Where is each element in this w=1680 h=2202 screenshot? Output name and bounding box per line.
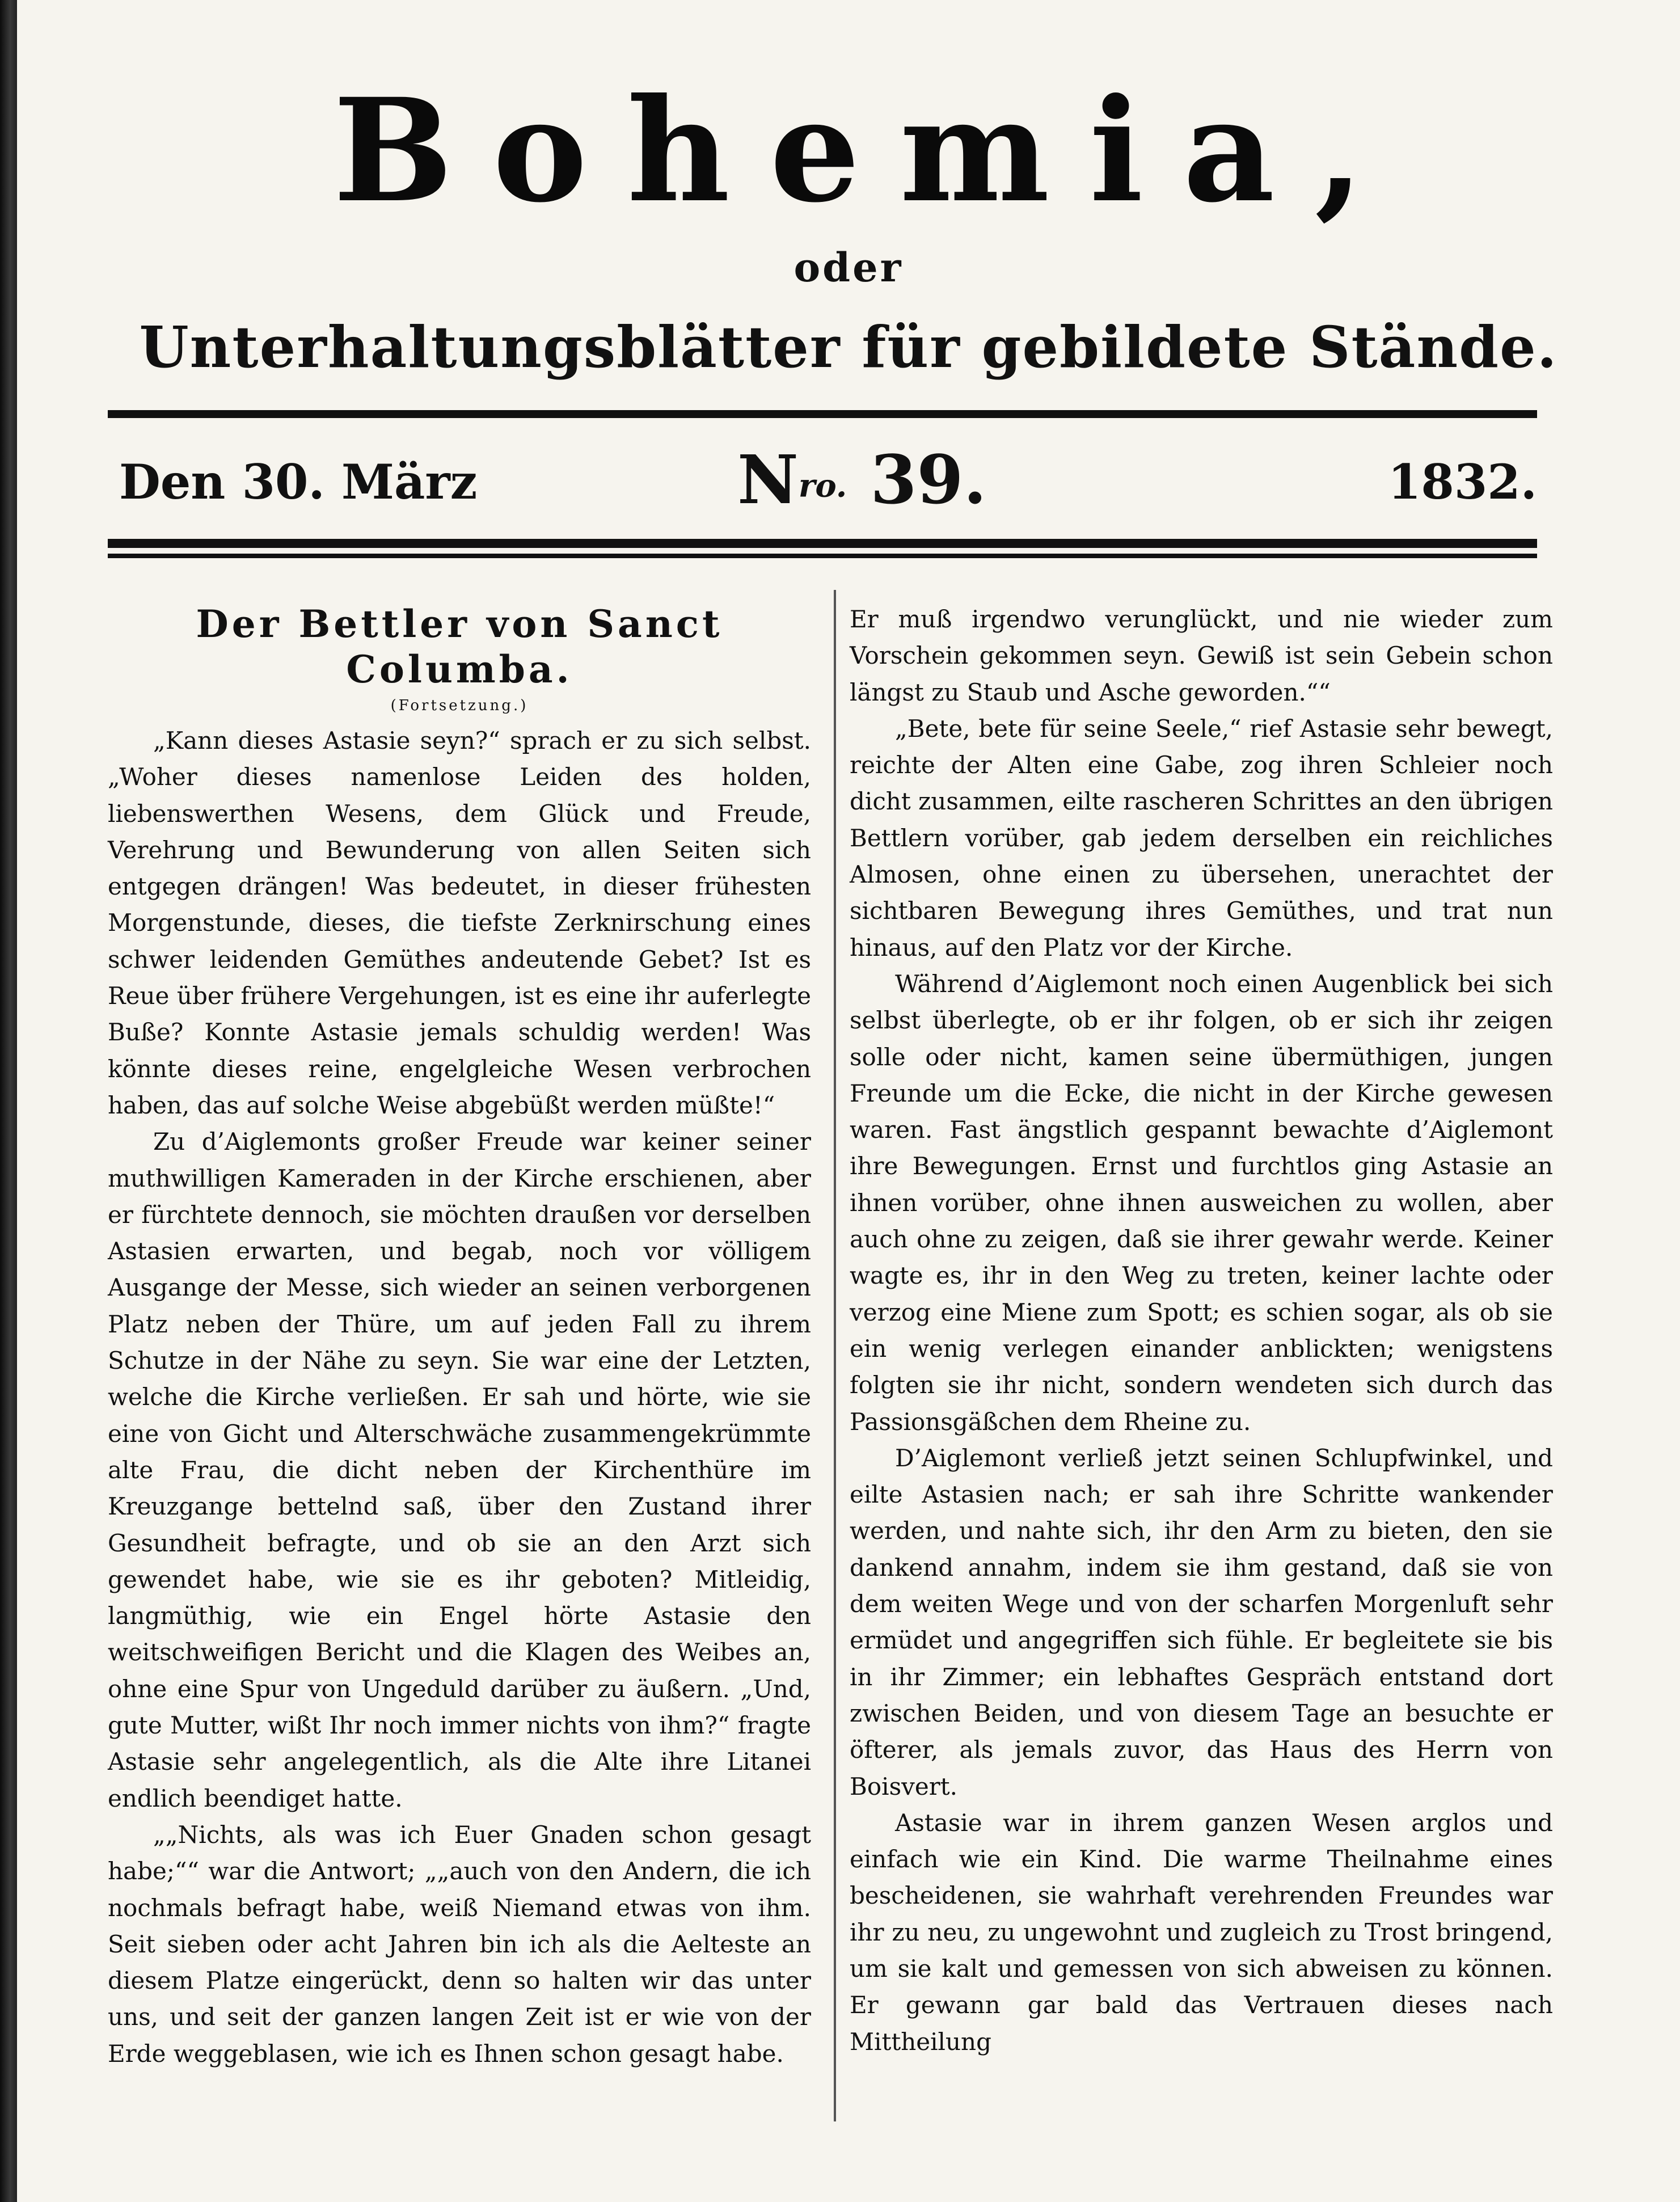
column-divider xyxy=(834,590,836,2121)
bottom-rule-thick xyxy=(108,539,1537,548)
article-column-right xyxy=(850,601,1553,2060)
bottom-rule-thin xyxy=(108,554,1537,558)
issue-number-value: 39. xyxy=(870,440,987,519)
article-continuation: (Fortsetzung.) xyxy=(390,697,529,714)
newspaper-subtitle: Unterhaltungsblätter für gebildete Stände. xyxy=(139,314,1558,381)
paragraph: „„Nichts, als was ich Euer Gnaden schon gesagt habe;““ war die Antwort; „„auch von den Andern, die ich nochmals befragt habe, weiß Niemand etwas von ihm. Seit sieben oder acht Jahren bin ich als die Aelteste an diesem Platze eingerückt, denn so halten wir das unter uns, und seit der ganzen langen Zeit ist er wie von der Erde weggeblasen, wie ich es Ihnen schon gesagt habe. xyxy=(108,1820,811,2068)
issue-number-prefix: N xyxy=(737,440,799,519)
article-title: Der Bettler von Sanct Columba. xyxy=(196,602,723,691)
article-column-left xyxy=(108,601,811,2072)
paragraph: Er muß irgendwo verunglückt, und nie wieder zum Vorschein gekommen seyn. Gewiß ist sein Gebein schon längst zu Staub und Asche geworden.““ xyxy=(850,605,1553,706)
paragraph: Zu d’Aiglemonts großer Freude war keiner seiner muthwilligen Kameraden in der Kirche erschienen, aber er fürchtete dennoch, sie möchten draußen vor derselben Astasien erwarten, und begab, noch vor völligem Ausgange der Messe, sich wieder an seinen verborgenen Platz neben der Thüre, um auf jeden Fall zu ihrem Schutze in der Nähe zu seyn. Sie war eine der Letzten, welche die Kirche verließen. Er sah und hörte, wie sie eine von Gicht und Alterschwäche zusammengekrümmte alte Frau, die dicht neben der Kirchenthüre im Kreuzgange bettelnd saß, über den Zustand ihrer Gesundheit befragte, und ob sie an den Arzt sich gewendet habe, wie sie es ihr geboten? Mitleidig, langmüthig, wie ein Engel hörte Astasie den weitschweifigen Bericht und die Klagen des Weibes an, ohne eine Spur von Ungeduld darüber zu äußern. „Und, gute Mutter, wißt Ihr noch immer nichts von ihm?“ fragte Astasie sehr angelegentlich, als die Alte ihre Litanei endlich beendiget hatte. xyxy=(108,1128,811,1812)
masthead-oder: oder xyxy=(793,244,904,291)
top-rule xyxy=(108,410,1537,418)
paragraph: D’Aiglemont verließ jetzt seinen Schlupfwinkel, und eilte Astasien nach; er sah ihre Schritte wankender werden, und nahte sich, ihr den Arm zu bieten, den sie dankend annahm, indem sie ihm gestand, daß sie von dem weiten Wege und von der scharfen Morgenluft sehr ermüdet und angegriffen sich fühle. Er begleitete sie bis in ihr Zimmer; ein lebhaftes Gespräch entstand dort zwischen Beiden, und von diesem Tage an besuchte er öfterer, als jemals zuvor, das Haus des Herrn von Boisvert. xyxy=(850,1444,1553,1800)
issue-number-suffix: ro. xyxy=(798,467,847,505)
page-binding-edge xyxy=(0,0,17,2202)
paragraph: Während d’Aiglemont noch einen Augenblick bei sich selbst überlegte, ob er ihr folgen, ob er sich ihr zeigen solle oder nicht, kamen seine übermüthigen, jungen Freunde um die Ecke, die nicht in der Kirche gewesen waren. Fast ängstlich gespannt bewachte d’Aiglemont ihre Bewegungen. Ernst und furchtlos ging Astasie an ihnen vorüber, ohne ihnen ausweichen zu wollen, aber auch ohne zu zeigen, daß sie ihrer gewahr werde. Keiner wagte es, ihr in den Weg zu treten, keiner lachte oder verzog eine Miene zum Spott; es schien sogar, als ob sie ein wenig verlegen einander anblickten; wenigstens folgten sie ihr nicht, sondern wendeten sich durch das Passionsgäßchen dem Rheine zu. xyxy=(850,969,1553,1436)
issue-number xyxy=(737,440,987,519)
paragraph: Astasie war in ihrem ganzen Wesen arglos und einfach wie ein Kind. Die warme Theilnahme eines bescheidenen, sie wahrhaft verehrenden Freundes war ihr zu neu, zu ungewohnt und zugleich zu Trost bringend, um sie kalt und gemessen von sich abweisen zu können. Er gewann gar bald das Vertrauen dieses nach Mittheilung xyxy=(850,1808,1553,2056)
paragraph: „Bete, bete für seine Seele,“ rief Astasie sehr bewegt, reichte der Alten eine Gabe, zog ihren Schleier noch dicht zusammen, eilte rascheren Schrittes an den übrigen Bettlern vorüber, gab jedem derselben ein reichliches Almosen, ohne einen zu übersehen, unerachtet der sichtbaren Bewegung ihres Gemüthes, und trat nun hinaus, auf den Platz vor der Kirche. xyxy=(850,714,1553,961)
issue-date: Den 30. März xyxy=(119,454,478,510)
newspaper-page xyxy=(17,0,1680,2202)
dateline xyxy=(119,440,1537,522)
newspaper-title: Bohemia, xyxy=(333,67,1404,234)
paragraph: „Kann dieses Astasie seyn?“ sprach er zu sich selbst. „Woher dieses namenlose Leiden des holden, liebenswerthen Wesens, dem Glück und Freude, Verehrung und Bewunderung von allen Seiten sich entgegen drängen! Was bedeutet, in dieser frühesten Morgenstunde, dieses, die tiefste Zerknirschung eines schwer leidenden Gemüthes andeutende Gebet? Ist es Reue über frühere Vergehungen, ist es eine ihr auferlegte Buße? Konnte Astasie jemals schuldig werden! Was könnte dieses reine, engelgleiche Wesen verbrochen haben, das auf solche Weise abgebüßt werden müßte!“ xyxy=(108,727,811,1119)
masthead xyxy=(17,67,1680,381)
issue-year: 1832. xyxy=(1387,454,1537,510)
